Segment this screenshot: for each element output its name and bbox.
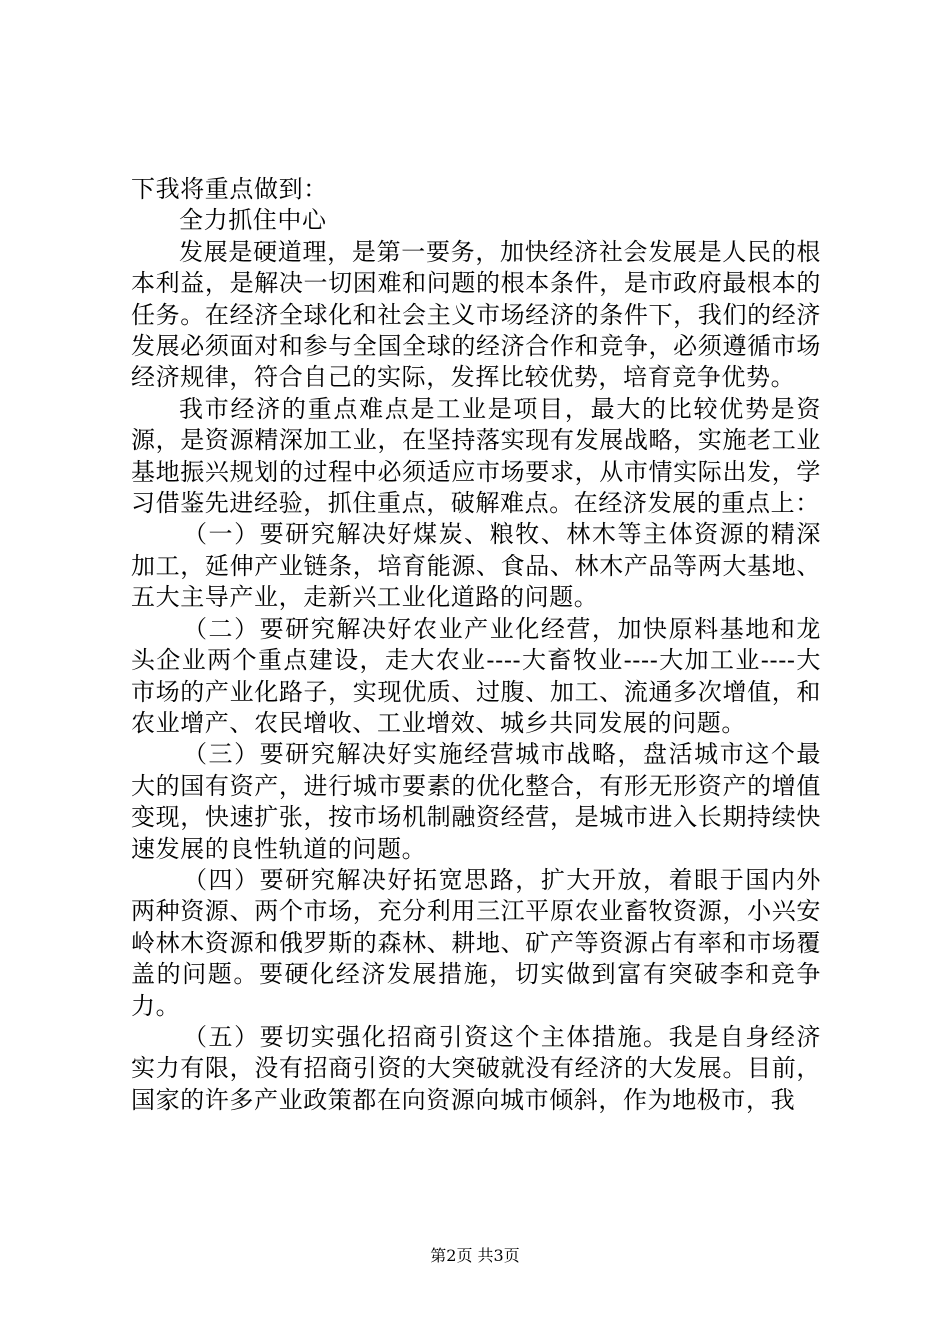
page-number-footer: 第2页 共3页 bbox=[430, 1246, 520, 1265]
paragraph: 发展是硬道理，是第一要务，加快经济社会发展是人民的根本利益，是解决一切困难和问题的根本条件，是市政府最根本的任务。在经济全球化和社会主义市场经济的条件下，我们的经济发展必须面对和参与全国全球的经济合作和竞争，必须遵循市场经济规律，符合自己的实际，发挥比较优势，培育竞争优势。 bbox=[131, 237, 821, 392]
list-item: （四）要研究解决好拓宽思路，扩大开放，着眼于国内外两种资源、两个市场，充分利用三江平原农业畜牧资源，小兴安岭林木资源和俄罗斯的森林、耕地、矿产等资源占有率和市场覆盖的问题。要硬化经济发展措施，切实做到富有突破李和竞争力。 bbox=[131, 865, 821, 1020]
document-body bbox=[131, 174, 821, 1116]
section-heading: 全力抓住中心 bbox=[179, 206, 327, 235]
paragraph-intro: 下我将重点做到： bbox=[131, 175, 328, 203]
paragraph: 我市经济的重点难点是工业是项目，最大的比较优势是资源，是资源精深加工业，在坚持落实现有发展战略，实施老工业基地振兴规划的过程中必须适应市场要求，从市情实际出发，学习借鉴先进经验，抓住重点，破解难点。在经济发展的重点上： bbox=[131, 394, 821, 518]
list-item: （五）要切实强化招商引资这个主体措施。我是自身经济实力有限，没有招商引资的大突破就没有经济的大发展。目前，国家的许多产业政策都在向资源向城市倾斜，作为地极市，我 bbox=[131, 1022, 821, 1114]
list-item: （一）要研究解决好煤炭、粮牧、林木等主体资源的精深加工，延伸产业链条，培育能源、食品、林木产品等两大基地、五大主导产业，走新兴工业化道路的问题。 bbox=[131, 520, 821, 612]
list-item: （三）要研究解决好实施经营城市战略，盘活城市这个最大的国有资产，进行城市要素的优化整合，有形无形资产的增值变现，快速扩张，按市场机制融资经营，是城市进入长期持续快速发展的良性轨道的问题。 bbox=[131, 740, 821, 863]
list-item: （二）要研究解决好农业产业化经营，加快原料基地和龙头企业两个重点建设，走大农业----大畜牧业----大加工业----大市场的产业化路子，实现优质、过腹、加工、流通多次增值，和农业增产、农民增收、工业增效、城乡共同发展的问题。 bbox=[131, 614, 821, 737]
